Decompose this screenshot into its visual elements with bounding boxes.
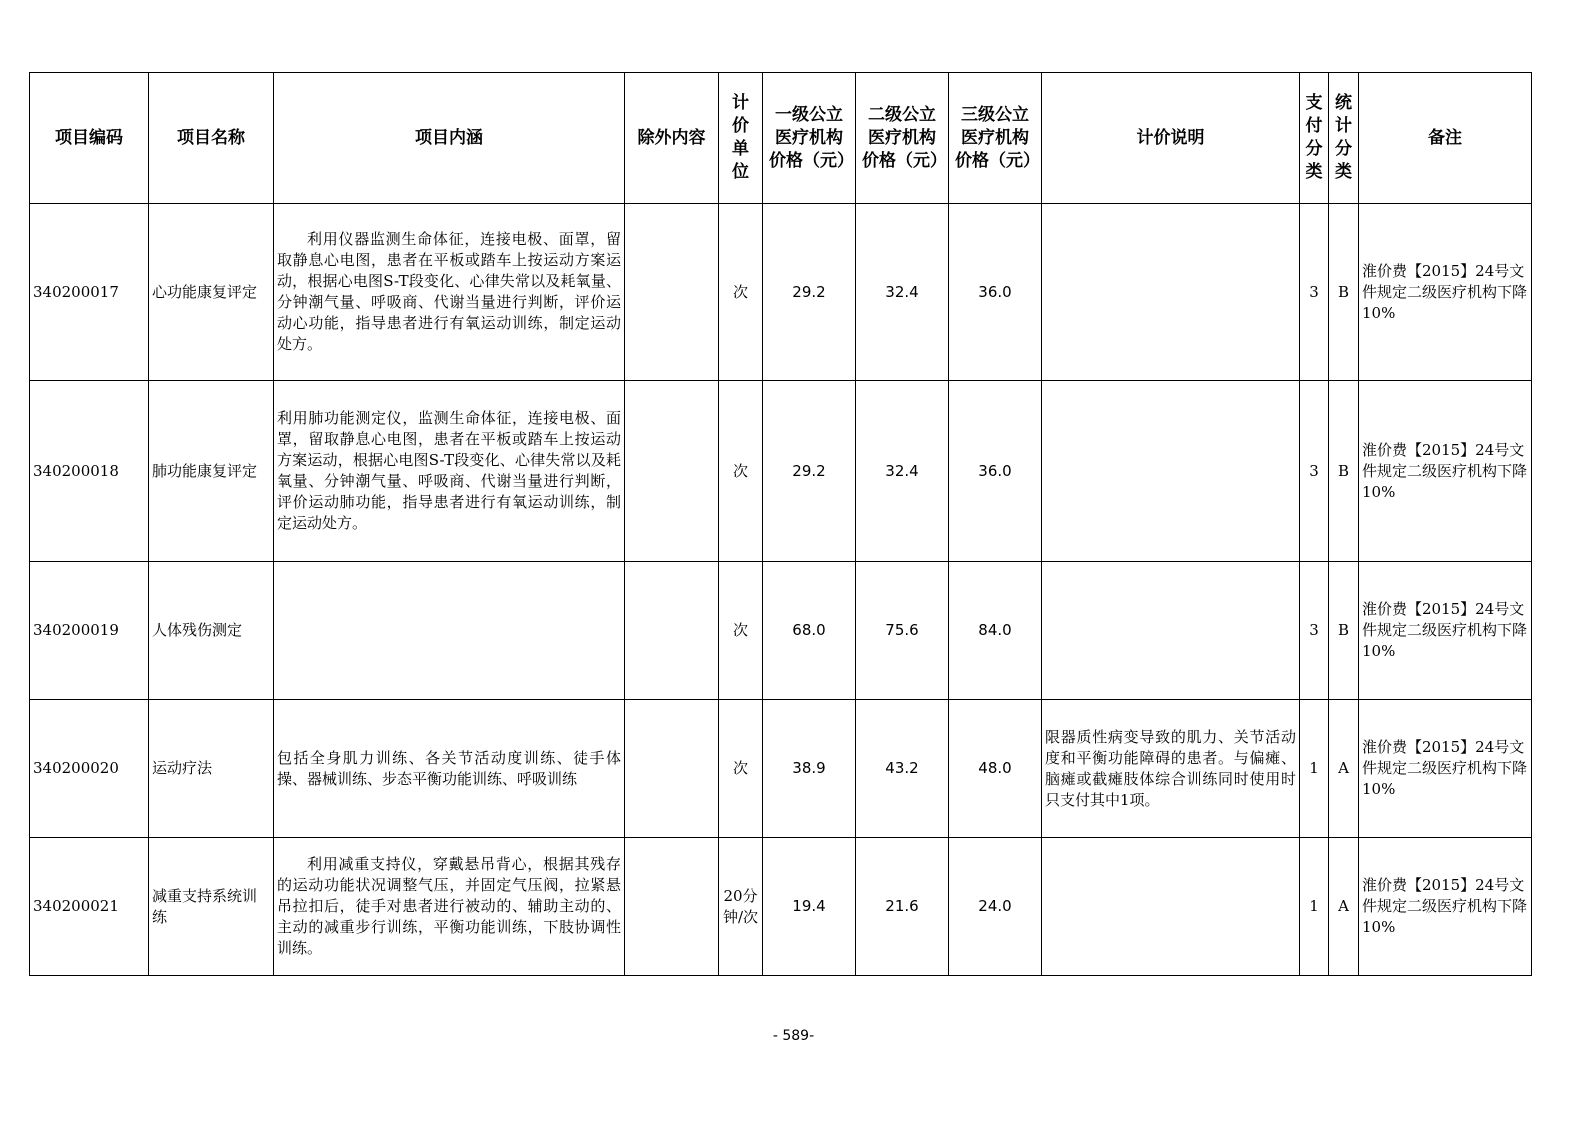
item-name: 人体残伤测定 bbox=[149, 562, 274, 700]
page-number: - 589- bbox=[772, 1028, 815, 1044]
table-row bbox=[30, 381, 1532, 562]
item-content: 利用减重支持仪，穿戴悬吊背心，根据其残存的运动功能状况调整气压，并固定气压阀，拉紧悬吊拉扣后，徒手对患者进行被动的、辅助主动的、主动的减重步行训练，平衡功能训练，下肢协调性训练。 bbox=[274, 838, 625, 976]
table-row bbox=[30, 838, 1532, 976]
payment-class: 3 bbox=[1300, 381, 1329, 562]
remarks: 淮价费【2015】24号文件规定二级医疗机构下降10% bbox=[1359, 562, 1532, 700]
price-level3: 36.0 bbox=[949, 204, 1042, 381]
pricing-note bbox=[1042, 204, 1300, 381]
header-price-level2: 二级公立医疗机构价格（元） bbox=[856, 73, 949, 204]
price-level3: 24.0 bbox=[949, 838, 1042, 976]
payment-class: 3 bbox=[1300, 562, 1329, 700]
item-unit: 次 bbox=[719, 204, 763, 381]
item-exclusions bbox=[625, 381, 719, 562]
payment-class: 3 bbox=[1300, 204, 1329, 381]
item-content: 利用肺功能测定仪，监测生命体征，连接电极、面罩，留取静息心电图，患者在平板或踏车上按运动方案运动，根据心电图S-T段变化、心律失常以及耗氧量、分钟潮气量、呼吸商、代谢当量进行判断，评价运动肺功能，指导患者进行有氧运动训练，制定运动处方。 bbox=[274, 381, 625, 562]
item-code: 340200019 bbox=[30, 562, 149, 700]
item-unit: 次 bbox=[719, 381, 763, 562]
price-level2: 75.6 bbox=[856, 562, 949, 700]
remarks: 淮价费【2015】24号文件规定二级医疗机构下降10% bbox=[1359, 204, 1532, 381]
payment-class: 1 bbox=[1300, 838, 1329, 976]
item-content: 利用仪器监测生命体征，连接电极、面罩，留取静息心电图，患者在平板或踏车上按运动方案运动，根据心电图S-T段变化、心律失常以及耗氧量、分钟潮气量、呼吸商、代谢当量进行判断，评价运动心功能，指导患者进行有氧运动训练，制定运动处方。 bbox=[274, 204, 625, 381]
item-name: 减重支持系统训练 bbox=[149, 838, 274, 976]
payment-class: 1 bbox=[1300, 700, 1329, 838]
stat-class: B bbox=[1329, 381, 1359, 562]
pricing-note bbox=[1042, 381, 1300, 562]
table-row bbox=[30, 700, 1532, 838]
stat-class: B bbox=[1329, 562, 1359, 700]
item-code: 340200020 bbox=[30, 700, 149, 838]
remarks: 淮价费【2015】24号文件规定二级医疗机构下降10% bbox=[1359, 838, 1532, 976]
pricing-table bbox=[29, 72, 1532, 976]
remarks: 淮价费【2015】24号文件规定二级医疗机构下降10% bbox=[1359, 700, 1532, 838]
header-pricing-note: 计价说明 bbox=[1042, 73, 1300, 204]
header-price-level1: 一级公立医疗机构价格（元） bbox=[763, 73, 856, 204]
stat-class: A bbox=[1329, 838, 1359, 976]
stat-class: A bbox=[1329, 700, 1359, 838]
price-level1: 38.9 bbox=[763, 700, 856, 838]
price-level1: 29.2 bbox=[763, 204, 856, 381]
item-name: 心功能康复评定 bbox=[149, 204, 274, 381]
pricing-note bbox=[1042, 838, 1300, 976]
item-content: 包括全身肌力训练、各关节活动度训练、徒手体操、器械训练、步态平衡功能训练、呼吸训练 bbox=[274, 700, 625, 838]
price-level2: 43.2 bbox=[856, 700, 949, 838]
header-stat-class: 统计分类 bbox=[1329, 73, 1359, 204]
price-level1: 68.0 bbox=[763, 562, 856, 700]
header-name: 项目名称 bbox=[149, 73, 274, 204]
pricing-note bbox=[1042, 562, 1300, 700]
item-exclusions bbox=[625, 838, 719, 976]
price-level3: 84.0 bbox=[949, 562, 1042, 700]
table-row bbox=[30, 204, 1532, 381]
item-unit: 次 bbox=[719, 562, 763, 700]
header-unit: 计价单位 bbox=[719, 73, 763, 204]
header-content: 项目内涵 bbox=[274, 73, 625, 204]
pricing-note: 限器质性病变导致的肌力、关节活动度和平衡功能障碍的患者。与偏瘫、脑瘫或截瘫肢体综合训练同时使用时只支付其中1项。 bbox=[1042, 700, 1300, 838]
item-code: 340200017 bbox=[30, 204, 149, 381]
item-exclusions bbox=[625, 700, 719, 838]
item-code: 340200018 bbox=[30, 381, 149, 562]
item-exclusions bbox=[625, 562, 719, 700]
price-level3: 48.0 bbox=[949, 700, 1042, 838]
price-level1: 29.2 bbox=[763, 381, 856, 562]
item-exclusions bbox=[625, 204, 719, 381]
header-price-level3: 三级公立医疗机构价格（元） bbox=[949, 73, 1042, 204]
header-code: 项目编码 bbox=[30, 73, 149, 204]
price-level3: 36.0 bbox=[949, 381, 1042, 562]
header-exclusions: 除外内容 bbox=[625, 73, 719, 204]
item-code: 340200021 bbox=[30, 838, 149, 976]
price-level2: 21.6 bbox=[856, 838, 949, 976]
price-level1: 19.4 bbox=[763, 838, 856, 976]
header-row bbox=[30, 73, 1532, 204]
stat-class: B bbox=[1329, 204, 1359, 381]
remarks: 淮价费【2015】24号文件规定二级医疗机构下降10% bbox=[1359, 381, 1532, 562]
header-payment-class: 支付分类 bbox=[1300, 73, 1329, 204]
item-content bbox=[274, 562, 625, 700]
header-remarks: 备注 bbox=[1359, 73, 1532, 204]
item-unit: 20分钟/次 bbox=[719, 838, 763, 976]
item-name: 运动疗法 bbox=[149, 700, 274, 838]
item-unit: 次 bbox=[719, 700, 763, 838]
price-level2: 32.4 bbox=[856, 381, 949, 562]
price-level2: 32.4 bbox=[856, 204, 949, 381]
item-name: 肺功能康复评定 bbox=[149, 381, 274, 562]
table-row bbox=[30, 562, 1532, 700]
